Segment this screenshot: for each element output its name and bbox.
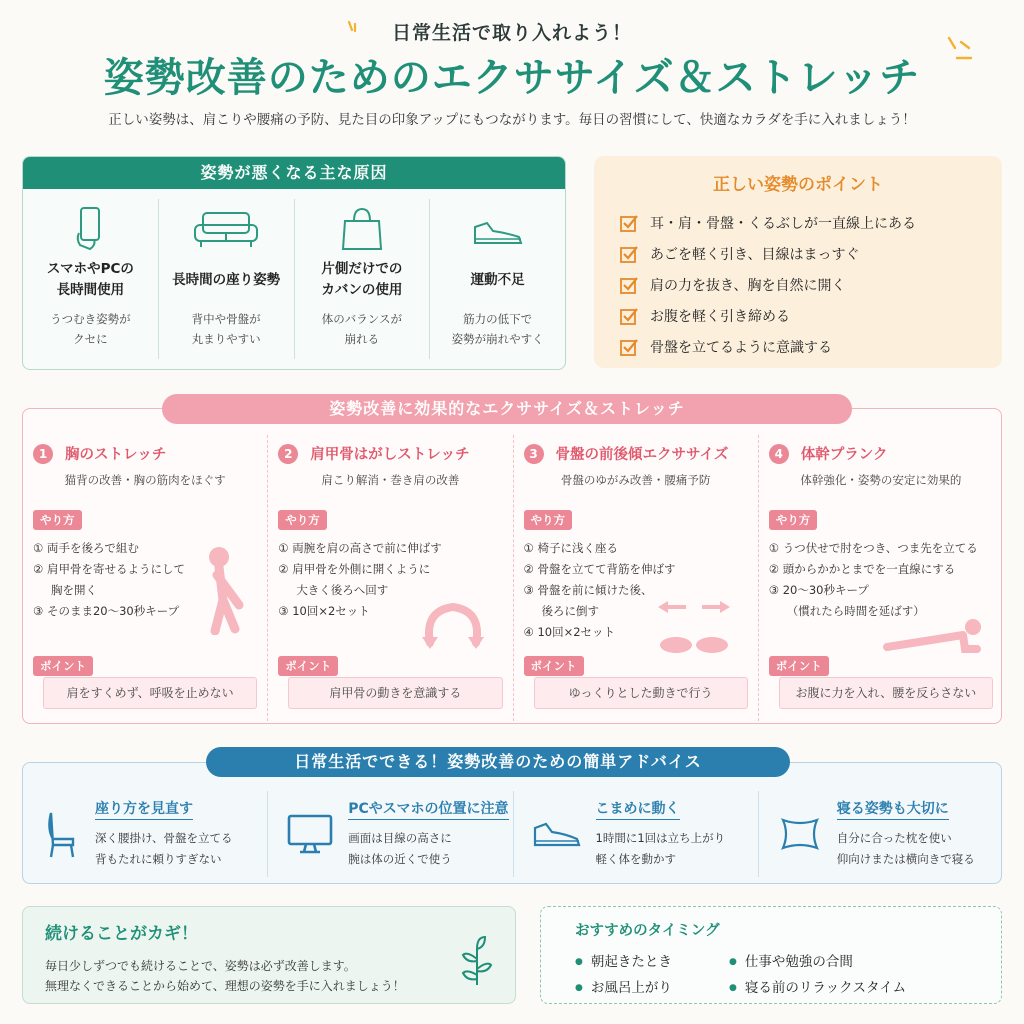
- cause-desc: 筋力の低下で 姿勢が崩れやすく: [451, 312, 544, 346]
- cause-item: [429, 199, 565, 359]
- sneaker-icon: [532, 814, 582, 854]
- exercise-point: 肩をすくめず、呼吸を止めない: [43, 677, 257, 709]
- checkbox-icon: [620, 307, 638, 325]
- step: ① 両腕を肩の高さで前に伸ばす: [278, 541, 442, 555]
- causes-heading: 姿勢が悪くなる主な原因: [23, 157, 565, 189]
- smartphone-icon: [70, 205, 110, 253]
- page-title: 姿勢改善のためのエクササイズ＆ストレッチ: [103, 55, 921, 101]
- exercises-panel: [22, 408, 1002, 724]
- checkbox-icon: [620, 276, 638, 294]
- point-item: [620, 238, 976, 269]
- sneaker-icon: [471, 205, 525, 253]
- timing-panel: [540, 906, 1002, 1004]
- step: ② 骨盤を立てて背筋を伸ばす: [523, 562, 676, 576]
- timing-item: ● 仕事や勉強の合間: [729, 950, 929, 970]
- exercise-title: 骨盤の前後傾エクササイズ: [555, 447, 729, 463]
- step: ③ そのまま20〜30秒キープ: [33, 604, 180, 618]
- step: ① 椅子に浅く座る: [523, 541, 618, 555]
- cause-item: [294, 199, 430, 359]
- exercise-title: 肩甲骨はがしストレッチ: [310, 447, 470, 463]
- advice-desc: 1時間に1回は立ち上がり 軽く体を動かす: [595, 831, 726, 866]
- advice-item: [23, 791, 267, 877]
- timing-item: ● 朝起きたとき: [575, 950, 725, 970]
- timing-item: ● お風呂上がり: [575, 976, 725, 996]
- cause-title: 運動不足: [470, 271, 525, 288]
- sprout-icon: [459, 935, 495, 987]
- advice-title: 座り方を見直す: [95, 798, 193, 820]
- plank-figure-icon: [879, 615, 989, 655]
- advice-item: [758, 791, 1003, 877]
- exercise-title: 体幹プランク: [800, 447, 888, 463]
- step: ③ 10回×2セット: [278, 604, 370, 618]
- advice-heading: 日常生活でできる！姿勢改善のための簡単アドバイス: [206, 747, 790, 777]
- exercise-point: 肩甲骨の動きを意識する: [288, 677, 502, 709]
- cause-title: スマホやPCの 長時間使用: [46, 261, 134, 298]
- kicker: 日常生活で取り入れよう！: [391, 22, 632, 44]
- advice-item: [267, 791, 512, 877]
- step: ③ 20〜30秒キープ （慣れたら時間を延ばす）: [768, 583, 925, 618]
- exercise-subtitle: 骨盤のゆがみ改善・腰痛予防: [560, 473, 711, 487]
- timing-title: おすすめのタイミング: [575, 923, 720, 939]
- step: ① うつ伏せで肘をつき、つま先を立てる: [768, 541, 978, 555]
- point-tag: ポイント: [33, 656, 93, 676]
- cause-desc: うつむき姿勢が クセに: [50, 312, 131, 346]
- point-item: [620, 331, 976, 362]
- timing-item: ● 寝る前のリラックスタイム: [729, 976, 929, 996]
- point-item: [620, 207, 976, 238]
- advice-title: 寝る姿勢も大切に: [837, 798, 949, 820]
- point-text: 骨盤を立てるように意識する: [650, 339, 832, 356]
- keep-title: 続けることがカギ！: [45, 924, 198, 944]
- exercise-subtitle: 体幹強化・姿勢の安定に効果的: [800, 473, 962, 487]
- bag-icon: [337, 205, 387, 253]
- point-tag: ポイント: [524, 656, 584, 676]
- exercise-title: 胸のストレッチ: [65, 447, 167, 463]
- point-text: あごを軽く引き、目線はまっすぐ: [650, 246, 860, 263]
- exercise-point: ゆっくりとした動きで行う: [534, 677, 748, 709]
- keep-going-panel: [22, 906, 516, 1004]
- step: ② 肩甲骨を外側に開くように 大きく後ろへ回す: [278, 562, 431, 597]
- step: ③ 骨盤を前に傾けた後、 後ろに倒す: [523, 583, 653, 618]
- title-spark-icon: [945, 34, 975, 70]
- page-subtitle: 正しい姿勢は、肩こりや腰痛の予防、見た目の印象アップにもつながります。毎日の習慣にして、快適なカラダを手に入れましょう！: [108, 112, 916, 128]
- monitor-icon: [286, 812, 334, 856]
- exercise-point: お腹に力を入れ、腰を反らさない: [779, 677, 993, 709]
- pelvis-tilt-icon: [654, 595, 734, 665]
- point-item: [620, 300, 976, 331]
- cause-title: 長時間の座り姿勢: [172, 271, 281, 288]
- exercise-number: 1: [33, 444, 53, 464]
- points-panel: [594, 156, 1002, 368]
- point-text: 耳・肩・骨盤・くるぶしが一直線上にある: [650, 215, 916, 232]
- advice-desc: 自分に合った枕を使い 仰向けまたは横向きで寝る: [836, 831, 975, 866]
- cause-item: [158, 199, 294, 359]
- advice-desc: 深く腰掛け、骨盤を立てる 背もたれに頼りすぎない: [95, 831, 233, 866]
- exercise-card: [267, 435, 512, 721]
- points-heading: 正しい姿勢のポイント: [713, 175, 883, 195]
- point-text: お腹を軽く引き締める: [650, 308, 790, 325]
- how-to-tag: やり方: [33, 510, 82, 530]
- exercises-heading: 姿勢改善に効果的なエクササイズ＆ストレッチ: [162, 394, 852, 424]
- point-tag: ポイント: [769, 656, 829, 676]
- how-to-tag: やり方: [524, 510, 573, 530]
- exercise-subtitle: 肩こり解消・巻き肩の改善: [321, 473, 460, 487]
- advice-item: [513, 791, 758, 877]
- point-tag: ポイント: [278, 656, 338, 676]
- step: ② 頭からかかとまでを一直線にする: [768, 562, 956, 576]
- exercise-card: [513, 435, 758, 721]
- checkbox-icon: [620, 245, 638, 263]
- how-to-tag: やり方: [769, 510, 818, 530]
- advice-title: こまめに動く: [596, 798, 680, 820]
- chest-stretch-figure-icon: [193, 545, 253, 635]
- exercise-card: [758, 435, 1003, 721]
- pillow-icon: [777, 814, 823, 854]
- step: ② 肩甲骨を寄せるようにして 胸を開く: [33, 562, 185, 597]
- keep-desc: 毎日少しずつでも続けることで、姿勢は必ず改善します。 無理なくできることから始めて、理想の姿勢を手に入れましょう！: [45, 959, 405, 993]
- checkbox-icon: [620, 338, 638, 356]
- checkbox-icon: [620, 214, 638, 232]
- rotate-arrow-icon: [418, 595, 488, 655]
- point-text: 肩の力を抜き、胸を自然に開く: [650, 277, 846, 294]
- advice-panel: [22, 762, 1002, 884]
- cause-item: [23, 199, 158, 359]
- exercise-number: 4: [769, 444, 789, 464]
- point-item: [620, 269, 976, 300]
- exercise-number: 2: [278, 444, 298, 464]
- step: ④ 10回×2セット: [523, 625, 616, 639]
- advice-title: PCやスマホの位置に注意: [348, 798, 508, 820]
- chair-icon: [41, 809, 81, 859]
- advice-desc: 画面は目線の高さに 腕は体の近くで使う: [348, 831, 452, 866]
- causes-panel: [22, 156, 566, 370]
- step: ① 両手を後ろで組む: [33, 541, 139, 555]
- exercise-card: [23, 435, 267, 721]
- sofa-icon: [191, 205, 261, 253]
- exercise-number: 3: [524, 444, 544, 464]
- how-to-tag: やり方: [278, 510, 327, 530]
- cause-desc: 背中や骨盤が 丸まりやすい: [191, 312, 261, 346]
- exercise-subtitle: 猫背の改善・胸の筋肉をほぐす: [64, 473, 226, 487]
- cause-desc: 体のバランスが 崩れる: [321, 312, 402, 346]
- cause-title: 片側だけでの カバンの使用: [321, 261, 403, 298]
